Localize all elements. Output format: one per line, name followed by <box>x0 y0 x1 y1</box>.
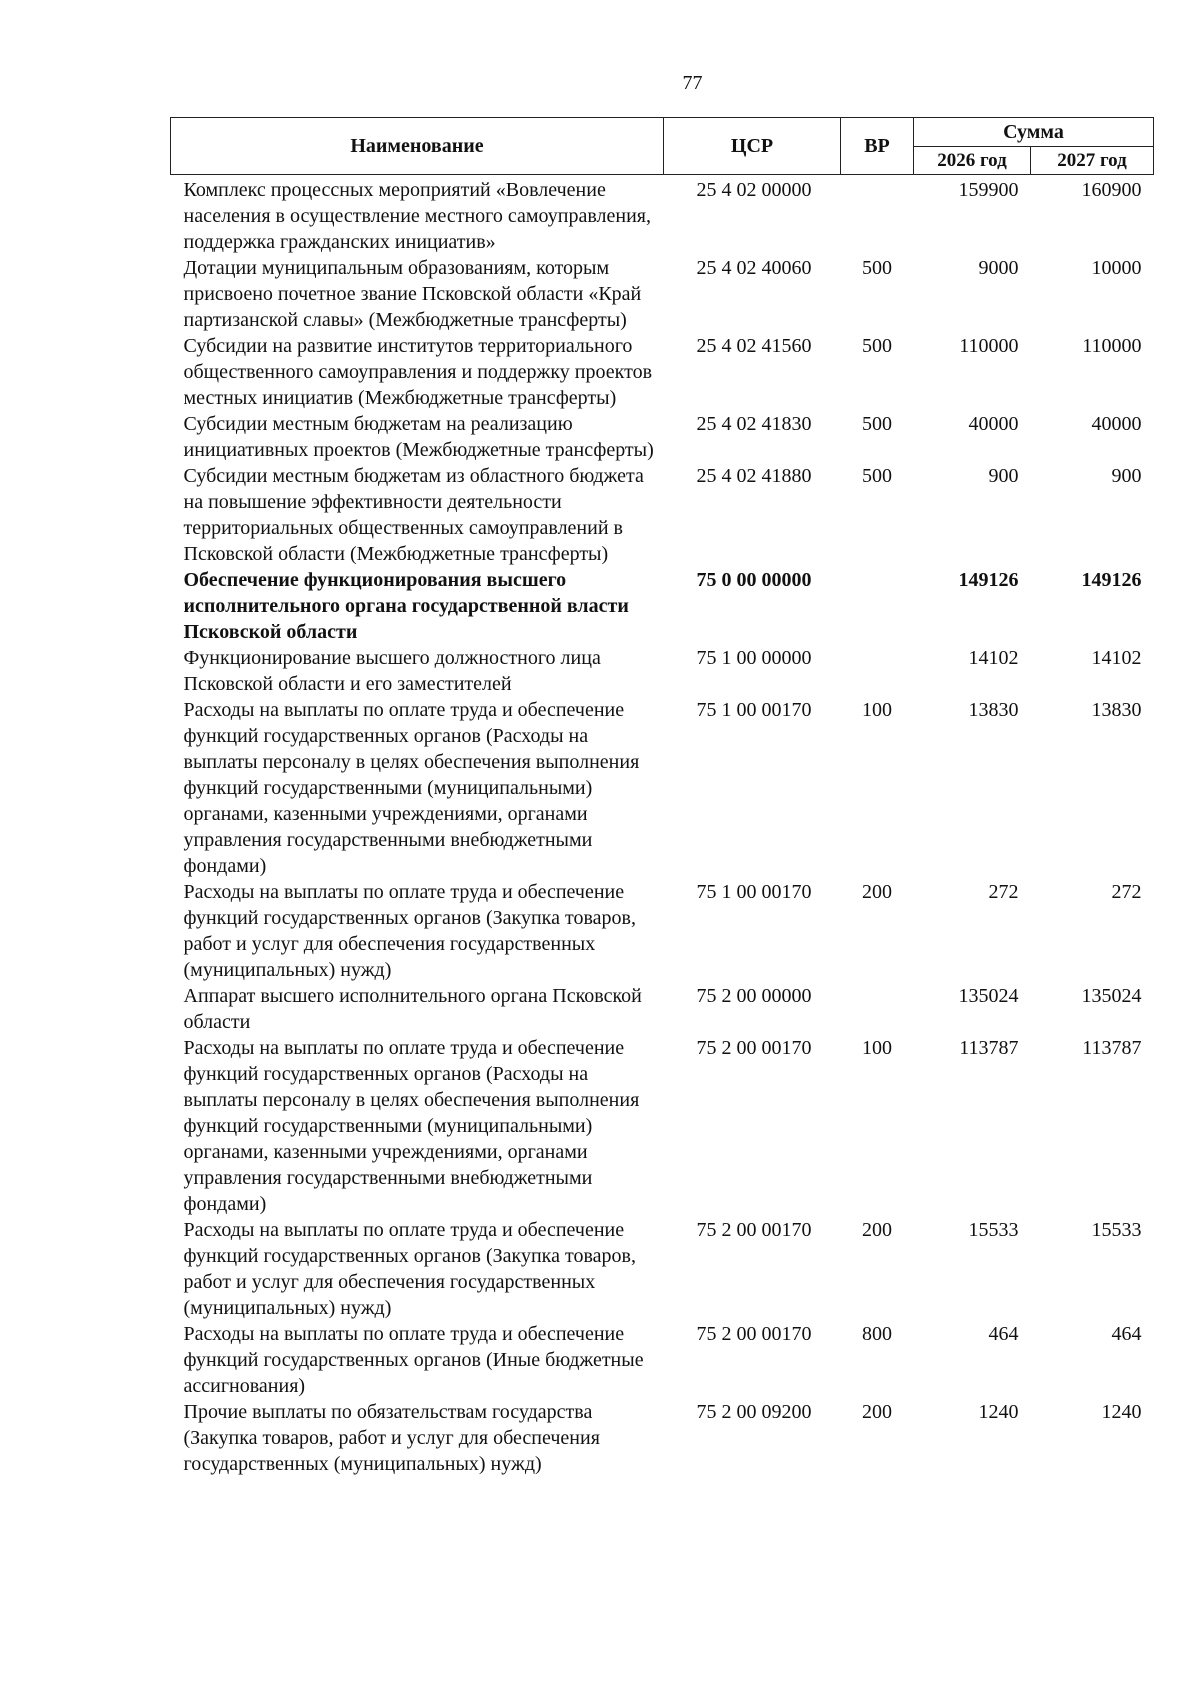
budget-table <box>170 117 1154 1477</box>
table-row <box>171 175 1154 256</box>
row-name: Функционирование высшего должностного лица Псковской области и его заместителей <box>183 647 601 695</box>
row-sum-2026: 135024 <box>958 985 1019 1007</box>
row-vr: 100 <box>862 1037 892 1059</box>
table-row <box>171 697 1154 879</box>
table-body <box>171 175 1154 1478</box>
header-2027: 2027 год <box>1031 147 1154 175</box>
table-row <box>171 1217 1154 1321</box>
row-csr: 75 2 00 00170 <box>696 1037 812 1059</box>
row-csr: 25 4 02 41830 <box>696 413 812 435</box>
row-csr: 75 2 00 00000 <box>696 985 812 1007</box>
table-row <box>171 879 1154 983</box>
row-name: Расходы на выплаты по оплате труда и обеспечение функций государственных органов (Закупка товаров, работ и услуг для обеспечения государственных (муниципальных) нужд) <box>183 881 636 981</box>
row-sum-2026: 110000 <box>959 335 1019 357</box>
row-name: Субсидии местным бюджетам из областного бюджета на повышение эффективности деятельности территориальных общественных самоуправлений в Псковской области (Межбюджетные трансферты) <box>183 465 644 565</box>
table-row <box>171 983 1154 1035</box>
row-sum-2027: 900 <box>1111 465 1142 487</box>
row-csr: 75 2 00 09200 <box>696 1401 812 1423</box>
row-name: Расходы на выплаты по оплате труда и обеспечение функций государственных органов (Закупка товаров, работ и услуг для обеспечения государственных (муниципальных) нужд) <box>183 1219 636 1319</box>
row-sum-2026: 272 <box>988 881 1019 903</box>
row-name: Аппарат высшего исполнительного органа Псковской области <box>183 985 642 1033</box>
row-sum-2027: 149126 <box>1081 569 1142 591</box>
header-2026: 2026 год <box>914 147 1031 175</box>
row-sum-2026: 14102 <box>968 647 1019 669</box>
row-csr: 75 2 00 00170 <box>696 1219 812 1241</box>
row-csr: 25 4 02 40060 <box>696 257 812 279</box>
table-row <box>171 411 1154 463</box>
row-csr: 25 4 02 41560 <box>696 335 812 357</box>
row-sum-2027: 464 <box>1111 1323 1142 1345</box>
row-csr: 25 4 02 41880 <box>696 465 812 487</box>
row-vr: 200 <box>862 1219 892 1241</box>
header-sum: Сумма <box>914 118 1154 147</box>
row-sum-2027: 40000 <box>1091 413 1142 435</box>
row-sum-2026: 464 <box>988 1323 1019 1345</box>
row-csr: 75 0 00 00000 <box>696 569 812 591</box>
table-row <box>171 255 1154 333</box>
table-row <box>171 1321 1154 1399</box>
row-csr: 75 1 00 00170 <box>696 881 812 903</box>
table-row <box>171 333 1154 411</box>
row-name: Комплекс процессных мероприятий «Вовлечение населения в осуществление местного самоуправления, поддержка гражданских инициатив» <box>183 179 651 253</box>
row-csr: 75 1 00 00170 <box>696 699 812 721</box>
header-name: Наименование <box>171 118 664 175</box>
row-vr: 500 <box>862 335 892 357</box>
row-sum-2026: 113787 <box>959 1037 1019 1059</box>
row-name: Расходы на выплаты по оплате труда и обеспечение функций государственных органов (Иные бюджетные ассигнования) <box>183 1323 644 1397</box>
row-vr: 200 <box>862 881 892 903</box>
row-sum-2027: 13830 <box>1091 699 1142 721</box>
row-csr: 75 2 00 00170 <box>696 1323 812 1345</box>
header-vr: ВР <box>841 118 914 175</box>
row-vr <box>841 645 914 697</box>
table-row <box>171 1399 1154 1477</box>
row-sum-2026: 15533 <box>968 1219 1019 1241</box>
row-sum-2026: 149126 <box>958 569 1019 591</box>
row-name: Расходы на выплаты по оплате труда и обеспечение функций государственных органов (Расходы на выплаты персоналу в целях обеспечения выполнения функций государственными (муниципальными) органами, казенными учреждениями, органами управления государственными внебюджетными фондами) <box>183 1037 640 1215</box>
row-vr: 800 <box>862 1323 892 1345</box>
row-vr <box>841 567 914 645</box>
row-sum-2027: 113787 <box>1082 1037 1142 1059</box>
row-name: Обеспечение функционирования высшего исполнительного органа государственной власти Псковской области <box>183 569 629 643</box>
row-csr: 25 4 02 00000 <box>696 179 812 201</box>
row-vr <box>841 983 914 1035</box>
row-sum-2026: 900 <box>988 465 1019 487</box>
row-sum-2027: 14102 <box>1091 647 1142 669</box>
row-name: Дотации муниципальным образованиям, которым присвоено почетное звание Псковской области «Край партизанской славы» (Межбюджетные трансферты) <box>183 257 642 331</box>
row-name: Субсидии на развитие институтов территориального общественного самоуправления и поддержку проектов местных инициатив (Межбюджетные трансферты) <box>183 335 653 409</box>
row-vr: 500 <box>862 465 892 487</box>
row-name: Прочие выплаты по обязательствам государства (Закупка товаров, работ и услуг для обеспечения государственных (муниципальных) нужд) <box>183 1401 600 1475</box>
row-sum-2027: 160900 <box>1081 179 1142 201</box>
row-sum-2026: 9000 <box>978 257 1019 279</box>
row-vr <box>841 175 914 256</box>
table-row <box>171 567 1154 645</box>
row-vr: 100 <box>862 699 892 721</box>
row-sum-2027: 15533 <box>1091 1219 1142 1241</box>
row-sum-2026: 1240 <box>978 1401 1019 1423</box>
table-row <box>171 645 1154 697</box>
page-number: 77 <box>682 72 703 94</box>
row-sum-2026: 13830 <box>968 699 1019 721</box>
row-csr: 75 1 00 00000 <box>696 647 812 669</box>
row-name: Субсидии местным бюджетам на реализацию инициативных проектов (Межбюджетные трансферты) <box>183 413 654 461</box>
row-vr: 500 <box>862 413 892 435</box>
header-csr: ЦСР <box>664 118 841 175</box>
row-vr: 500 <box>862 257 892 279</box>
row-sum-2027: 10000 <box>1091 257 1142 279</box>
row-sum-2027: 272 <box>1111 881 1142 903</box>
row-name: Расходы на выплаты по оплате труда и обеспечение функций государственных органов (Расходы на выплаты персоналу в целях обеспечения выполнения функций государственными (муниципальными) органами, казенными учреждениями, органами управления государственными внебюджетными фондами) <box>183 699 640 877</box>
row-sum-2026: 159900 <box>958 179 1019 201</box>
row-sum-2027: 110000 <box>1082 335 1142 357</box>
table-row <box>171 463 1154 567</box>
row-sum-2026: 40000 <box>968 413 1019 435</box>
table-row <box>171 1035 1154 1217</box>
row-sum-2027: 1240 <box>1101 1401 1142 1423</box>
row-vr: 200 <box>862 1401 892 1423</box>
row-sum-2027: 135024 <box>1081 985 1142 1007</box>
